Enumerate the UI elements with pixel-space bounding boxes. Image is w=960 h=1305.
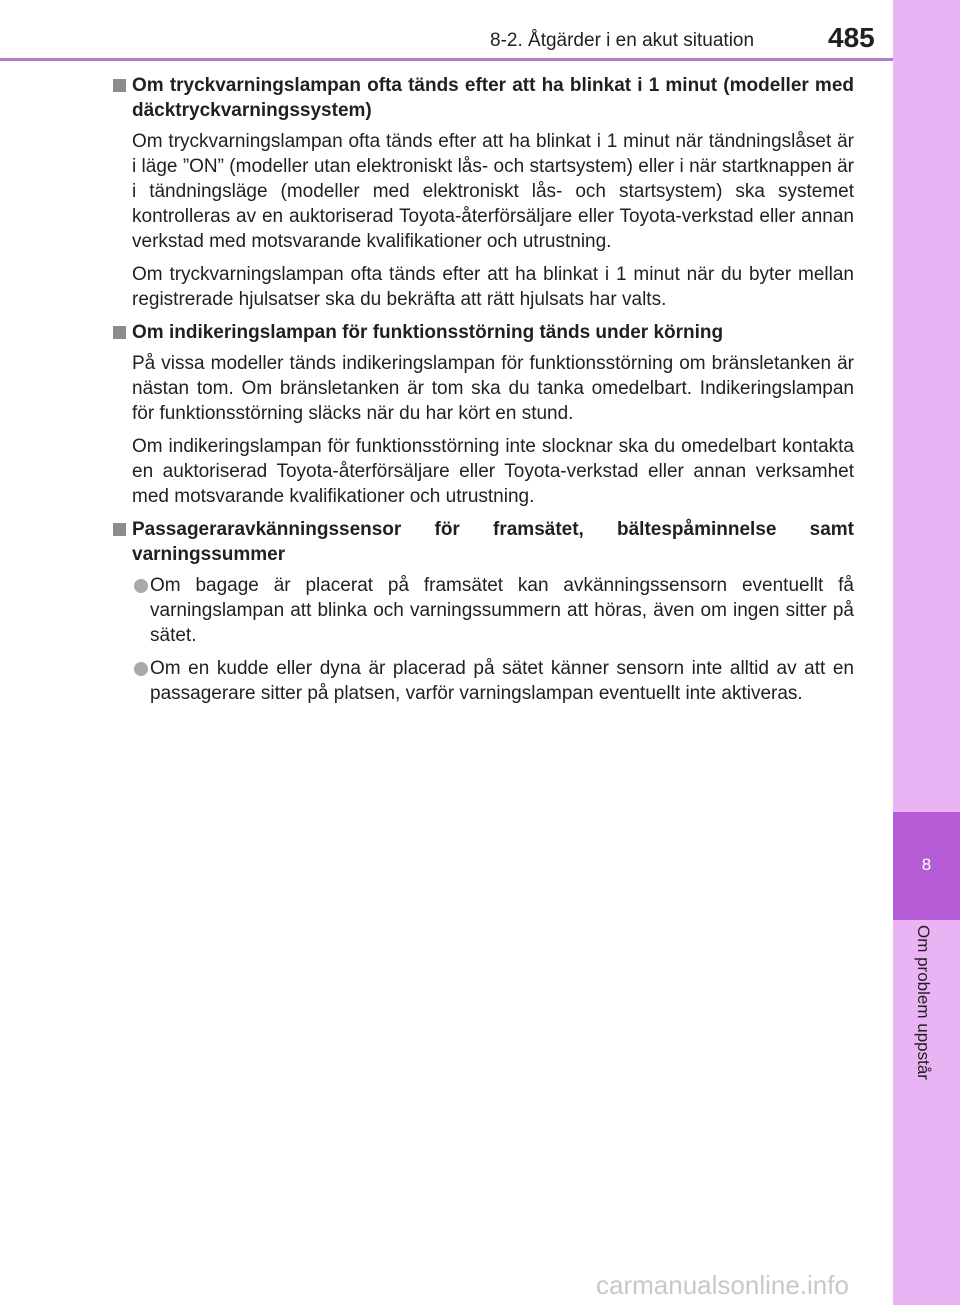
section-heading bbox=[112, 517, 854, 567]
square-bullet-icon bbox=[113, 326, 126, 339]
list-item bbox=[112, 656, 854, 706]
square-bullet-icon bbox=[113, 523, 126, 536]
page-number: 485 bbox=[828, 22, 875, 53]
section-heading-text: Passageraravkänningssensor för framsätet, bältespåminnelse samt varningssummer bbox=[132, 519, 854, 565]
chapter-number: 8 bbox=[921, 855, 932, 874]
body-paragraph: Om tryckvarningslampan ofta tänds efter att ha blinkat i 1 minut när tändningslåset är i läge ”ON” (modeller utan elektroniskt lås- och startsystem) eller i när startknappen är i tändningsläge (modeller med elektroniskt lås- och startsystem) ska systemet kontrolleras av en auktoriserad Toyota-återförsäljare eller Toyota-verkstad eller annan verkstad med motsvarande kvalifikationer och utrustning. bbox=[132, 131, 854, 252]
watermark: carmanualsonline.info bbox=[596, 1270, 849, 1300]
section-malfunction-lamp bbox=[112, 320, 854, 509]
body-paragraph: Om indikeringslampan för funktionsstörning inte slocknar ska du omedelbart kontakta en auktoriserad Toyota-återförsäljare eller Toyota-verkstad eller annan verksamhet med motsvarande kvalifikationer och utrustning. bbox=[132, 436, 854, 507]
list-item-text: Om en kudde eller dyna är placerad på sätet känner sensorn inte alltid av att en passagerare sitter på platsen, varför varningslampan eventuellt inte aktiveras. bbox=[150, 658, 854, 704]
circle-bullet-icon bbox=[134, 579, 148, 593]
square-bullet-icon bbox=[113, 79, 126, 92]
section-heading bbox=[112, 320, 854, 345]
body-paragraph: På vissa modeller tänds indikeringslampan för funktionsstörning om bränsletanken är nästan tom. Om bränsletanken är tom ska du tanka omedelbart. Indikeringslampan för funktionsstörning släcks när du har kört en stund. bbox=[132, 353, 854, 424]
list-item-text: Om bagage är placerat på framsätet kan avkänningssensorn eventuellt få varningslampan att blinka och varningssummern att höras, även om ingen sitter på sätet. bbox=[150, 575, 854, 646]
section-heading-text: Om indikeringslampan för funktionsstörning tänds under körning bbox=[132, 322, 724, 343]
chapter-title: Om problem uppstår bbox=[914, 925, 933, 1080]
header-section-title: 8-2. Åtgärder i en akut situation bbox=[490, 30, 755, 51]
page-content bbox=[112, 73, 854, 714]
section-tire-pressure bbox=[112, 73, 854, 312]
side-tab bbox=[893, 0, 960, 1305]
section-passenger-sensor bbox=[112, 517, 854, 706]
section-heading-text: Om tryckvarningslampan ofta tänds efter att ha blinkat i 1 minut (modeller med däcktryckvarningssystem) bbox=[132, 75, 854, 121]
circle-bullet-icon bbox=[134, 662, 148, 676]
header-rule bbox=[0, 58, 893, 61]
body-paragraph: Om tryckvarningslampan ofta tänds efter att ha blinkat i 1 minut när du byter mellan registrerade hjulsatser ska du bekräfta att rätt hjulsats har valts. bbox=[132, 264, 854, 310]
list-item bbox=[112, 573, 854, 648]
section-heading bbox=[112, 73, 854, 123]
